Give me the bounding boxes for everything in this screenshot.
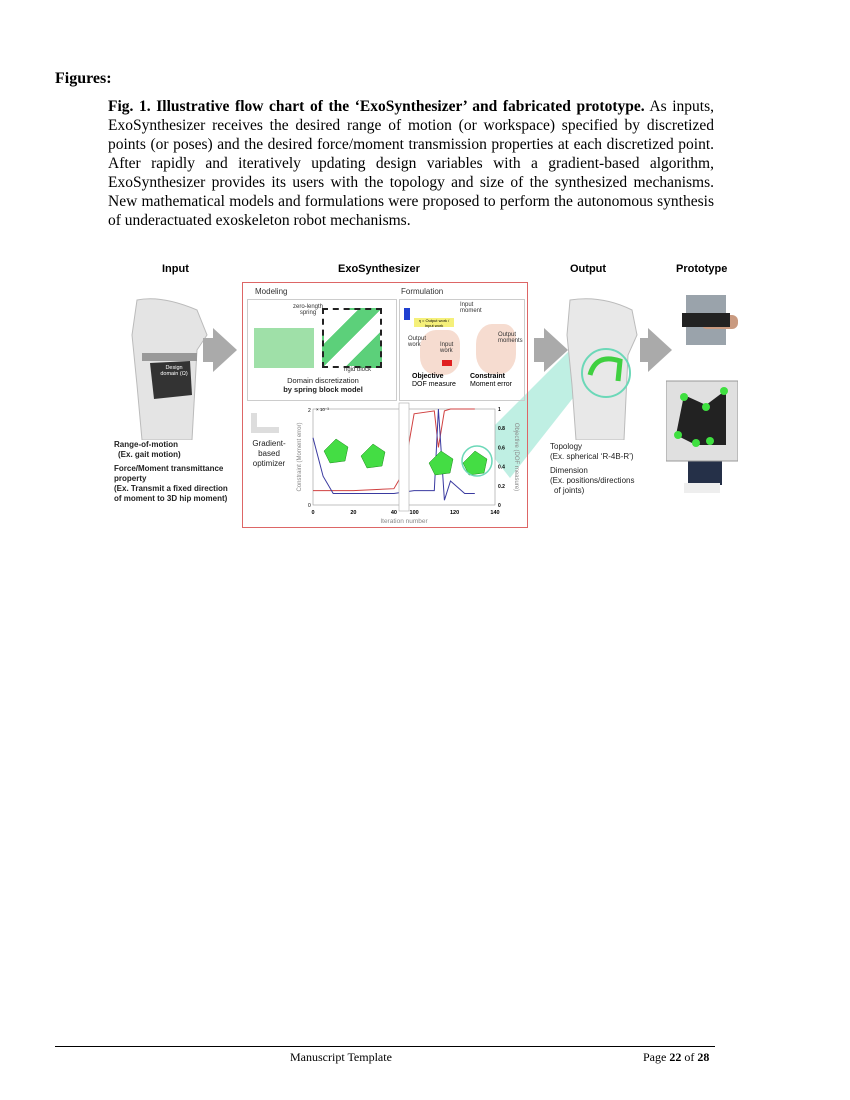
constraint-sub: Moment error xyxy=(470,381,513,388)
y-right-tick-label: 1 xyxy=(498,407,501,413)
y-left-axis-label: Constraint (Moment error) xyxy=(297,422,303,492)
arrow-body xyxy=(534,338,544,362)
input-moment-label: Input moment xyxy=(460,302,482,314)
objective-label: Objective xyxy=(412,373,444,380)
spring-block-detail xyxy=(322,308,382,368)
input-work-label: Input work xyxy=(440,342,454,354)
footer-divider xyxy=(55,1046,715,1047)
y-right-tick-label: 0.6 xyxy=(498,445,505,452)
input-list xyxy=(114,440,228,504)
current-page: 22 xyxy=(669,1050,682,1064)
modeling-caption: Domain discretization xyxy=(287,376,359,385)
modeling-title: Modeling xyxy=(255,287,288,296)
header-exosynthesizer: ExoSynthesizer xyxy=(338,263,420,275)
output-mannequin-image xyxy=(562,295,640,440)
modeling-caption: by spring block model xyxy=(283,385,363,394)
y-right-tick-label: 0.4 xyxy=(498,464,505,471)
caption-label: Fig. 1. Illustrative flow chart of the ‘ExoSynthesizer’ and fabricated prototype. xyxy=(108,98,645,115)
formulation-title: Formulation xyxy=(401,287,444,296)
modeling-panel xyxy=(247,299,397,401)
prototype-photo xyxy=(666,295,738,500)
page-prefix: Page xyxy=(643,1050,670,1064)
rigid-block-label: rigid block xyxy=(344,367,372,373)
figure-caption xyxy=(108,97,714,230)
optimizer-label: based xyxy=(258,449,280,458)
output-item: Topology xyxy=(550,442,583,451)
input-item: of moment to 3D hip moment) xyxy=(114,494,228,503)
caption-text: As inputs, ExoSynthesizer receives the desired range of motion (or workspace) specified by discretized points (or poses) and the desired force/moment transmission properties at each discretized point. After rapidly and iteratively updating design variables with a gradient-based algorithm, ExoSynthesizer provides its users with the topology and size of the synthesized mechanisms. New mathematical models and formulations were proposed to perform the autonomous synthesis of underactuated exoskeleton robot mechanisms. xyxy=(108,98,715,229)
optimization-chart xyxy=(291,401,525,525)
optimizer-label: Gradient- xyxy=(252,439,286,448)
total-pages: 28 xyxy=(697,1050,710,1064)
output-work-label: Output work xyxy=(408,336,427,348)
objective-sub: DOF measure xyxy=(412,381,456,388)
formulation-panel xyxy=(399,299,525,401)
y-right-tick-label: 0.8 xyxy=(498,426,505,433)
header-prototype: Prototype xyxy=(676,263,728,275)
red-arrow-icon xyxy=(442,360,452,366)
output-moments-label: Output moments xyxy=(498,332,523,344)
constraint-label: Constraint xyxy=(470,373,505,380)
header-output: Output xyxy=(570,263,607,275)
output-item: of joints) xyxy=(554,486,585,495)
x-tick-label: 0 xyxy=(311,510,315,516)
y-left-tick-label: 2 xyxy=(308,408,311,414)
output-item: (Ex. positions/directions xyxy=(550,476,635,485)
input-item: Force/Moment transmittance xyxy=(114,464,224,473)
figures-heading: Figures: xyxy=(55,70,112,87)
input-item: (Ex. gait motion) xyxy=(118,450,181,459)
page-of: of xyxy=(681,1050,698,1064)
y-scale-label: × 10⁻³ xyxy=(316,407,329,412)
y-right-axis-label: Objective (DOF measure) xyxy=(513,422,519,492)
axis-break xyxy=(399,403,409,511)
x-tick-label: 100 xyxy=(409,510,419,516)
x-tick-label: 40 xyxy=(390,510,397,516)
design-domain-label: Design domain (Ω) xyxy=(160,365,188,377)
output-list xyxy=(550,442,634,496)
page-number xyxy=(643,1050,709,1065)
exosynthesizer-box xyxy=(242,282,528,528)
header-input: Input xyxy=(162,263,189,275)
figure-1 xyxy=(110,260,740,530)
green-mesh xyxy=(254,328,314,368)
output-item: (Ex. spherical ‘R-4B-R’) xyxy=(550,452,634,461)
input-item: (Ex. Transmit a fixed direction xyxy=(114,484,228,493)
arrow-body xyxy=(203,338,213,362)
loop-arrow-icon xyxy=(251,413,279,433)
optimizer-label: optimizer xyxy=(252,459,286,468)
x-tick-label: 120 xyxy=(449,510,460,516)
spring-label: zero-length spring xyxy=(292,304,324,316)
output-item: Dimension xyxy=(550,466,588,475)
input-mannequin-image xyxy=(122,295,212,440)
footer-title: Manuscript Template xyxy=(290,1050,392,1064)
arrow-up-icon xyxy=(404,308,410,320)
x-axis-label: Iteration number xyxy=(380,518,428,525)
y-right-tick-label: 0.2 xyxy=(498,483,505,490)
arrow-body xyxy=(640,338,648,362)
y-left-tick-label: 0 xyxy=(308,503,311,509)
input-item: property xyxy=(114,474,147,483)
x-tick-label: 20 xyxy=(350,510,357,516)
input-item: Range-of-motion xyxy=(114,440,178,449)
x-tick-label: 140 xyxy=(490,510,500,516)
efficiency-formula: η = Output work / Input work xyxy=(414,318,454,327)
arrow-right-icon xyxy=(213,328,237,372)
y-right-tick-label: 0 xyxy=(498,503,501,509)
